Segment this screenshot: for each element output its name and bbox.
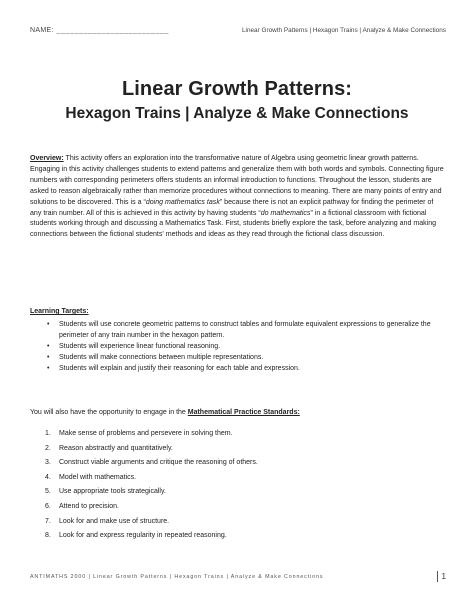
page-subtitle: Hexagon Trains | Analyze & Make Connections: [65, 105, 409, 122]
practice-standard-item: [30, 471, 444, 486]
page-title: Linear Growth Patterns:: [121, 78, 353, 100]
practice-standard-item: [30, 485, 444, 500]
practice-standards-list: [30, 427, 444, 544]
learning-target-text: Students will use concrete geometric patterns to construct tables and formulate equivalent expressions to generalize the perimeter of any train number in the hexagon pattern.: [59, 321, 431, 339]
bullet-icon: •: [47, 364, 50, 372]
bullet-icon: •: [47, 342, 50, 350]
standard-text: Look for and make use of structure.: [59, 517, 170, 525]
page-footer: [30, 571, 446, 582]
overview-label: Overview:: [30, 155, 64, 162]
learning-target-text: Students will experience linear functional reasoning.: [59, 342, 221, 350]
practice-standards-intro: [30, 409, 444, 416]
learning-target-text: Students will explain and justify their reasoning for each table and expression.: [59, 364, 300, 372]
overview-emphasis-2: do mathematics: [260, 209, 311, 217]
learning-target-text: Students will make connections between multiple representations.: [59, 353, 264, 361]
bullet-icon: •: [47, 353, 50, 361]
standard-number: 3.: [45, 459, 51, 467]
overview-text-2: ” because there is not an explicit pathway for finding the perimeter of any train number. All of this is achieved in this activity by having students “: [30, 198, 434, 217]
name-line: _________________________: [56, 27, 169, 34]
learning-targets-heading: Learning Targets:: [30, 308, 89, 315]
standard-number: 1.: [45, 430, 51, 437]
standard-text: Make sense of problems and persevere in solving them.: [59, 430, 233, 437]
standard-text: Model with mathematics.: [59, 473, 137, 481]
overview-text-1: This activity offers an exploration into the transformative nature of Algebra using geometric linear growth patterns. Engaging in this activity challenges students to extend patterns and generalize them with both words and symbols. Connecting figure numbers with corresponding perimeters offers students an informal introduction to functions. Throughout the lesson, students are asked to reason algebraically rather than memorize procedures without connections to meaning. There are many points of entry and solutions to be discovered. This is a “: [30, 155, 444, 206]
learning-target-item: [30, 364, 444, 375]
practice-intro-text: You will also have the opportunity to engage in the: [30, 409, 188, 416]
page-header: [30, 27, 446, 34]
learning-target-item: [30, 353, 444, 364]
standard-text: Look for and express regularity in repeated reasoning.: [59, 532, 227, 540]
overview-text-3: ” in a fictional classroom with fictional students working through and discussing a Mathematics Task. First, students briefly explore the task, before analyzing and making connections between the fictional students' methods and ideas as they read through the fictional class discussion.: [30, 209, 437, 239]
standard-number: 2.: [45, 444, 51, 452]
overview-paragraph: [30, 154, 444, 241]
overview-emphasis-1: doing mathematics task: [145, 198, 220, 206]
practice-standard-item: [30, 515, 444, 530]
footer-text: ANTIMATHS 2000 | Linear Growth Patterns | Hexagon Trains | Analyze & Make Connections: [30, 573, 324, 580]
header-title: Linear Growth Patterns | Hexagon Trains | Analyze & Make Connections: [241, 27, 446, 34]
standard-number: 8.: [45, 532, 51, 540]
learning-target-item: [30, 342, 444, 353]
name-label: NAME:: [30, 27, 54, 34]
practice-standard-item: [30, 456, 444, 471]
practice-standard-item: [30, 529, 444, 544]
bullet-icon: •: [47, 321, 50, 328]
standard-number: 7.: [45, 517, 51, 525]
standard-text: Reason abstractly and quantitatively.: [59, 444, 173, 452]
page-number: 1: [441, 572, 446, 581]
standard-number: 6.: [45, 502, 51, 510]
standard-text: Construct viable arguments and critique the reasoning of others.: [59, 459, 258, 467]
practice-standard-item: [30, 427, 444, 442]
practice-standard-item: [30, 442, 444, 457]
learning-targets-list: [30, 320, 444, 375]
standard-text: Attend to precision.: [59, 502, 119, 510]
practice-standards-label: Mathematical Practice Standards:: [187, 409, 300, 416]
standard-number: 4.: [45, 473, 51, 481]
practice-standard-item: [30, 500, 444, 515]
standard-number: 5.: [45, 488, 51, 496]
standard-text: Use appropriate tools strategically.: [59, 488, 166, 496]
footer-divider: [437, 571, 438, 582]
learning-target-item: [30, 320, 444, 342]
